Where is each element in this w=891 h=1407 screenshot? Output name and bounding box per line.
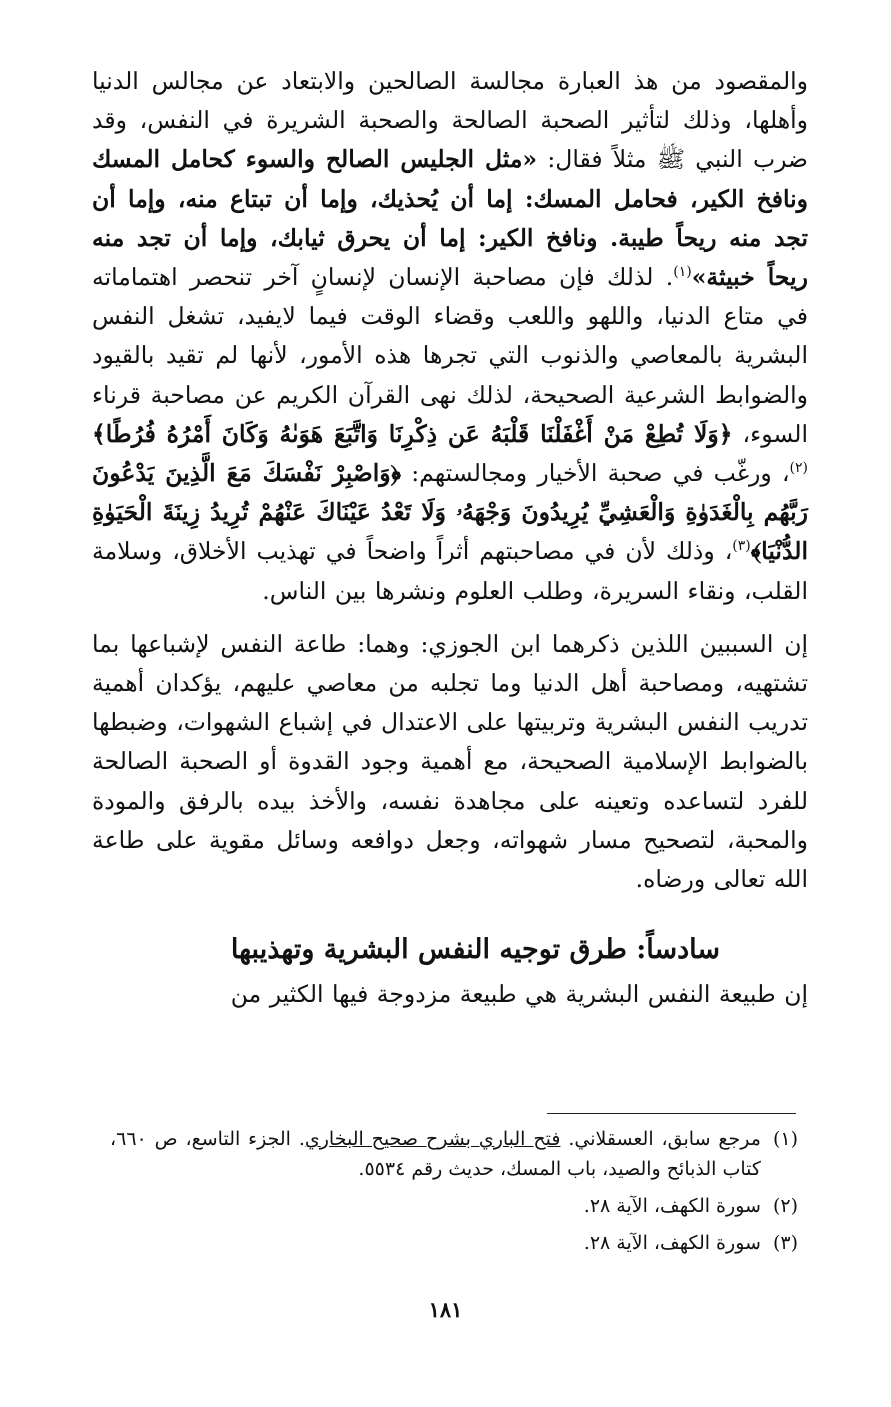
footnote-separator (547, 1113, 796, 1114)
footnote-3 (110, 1228, 798, 1258)
paragraph-2: إن السببين اللذين ذكرهما ابن الجوزي: وهما: طاعة النفس لإشباعها بما تشتهيه، ومصاحبة أهل الدنيا وما تجلبه من معاصي عليهم، يؤكدان أهمية تدريب النفس البشرية وتربيتها على الاعتدال في إشباع الشهوات، وضبطها بالضوابط الإسلامية الصحيحة، مع أهمية وجود القدوة أو الصحبة الصالحة للفرد لتساعده وتعينه على مجاهدة نفسه، والأخذ بيده بالرفق والمودة والمحبة، لتصحيح مسار شهواته، وجعل دوافعه وسائل مقوية على طاعة الله تعالى ورضاه. (92, 629, 808, 894)
footnote-2 (110, 1191, 798, 1221)
footnote-1-pre: مرجع سابق، العسقلاني. (560, 1128, 761, 1150)
footnote-number: (١) (772, 1128, 798, 1150)
footnote-1-book-title: فتح الباري بشرح صحيح البخاري (304, 1128, 561, 1150)
quran-verse-2: ﴿وَاصْبِرْ نَفْسَكَ مَعَ الَّذِينَ يَدْعُونَ رَبَّهُم بِالْغَدَوٰةِ وَالْعَشِيِّ يُرِيدُونَ وَجْهَهُۥ وَلَا تَعْدُ عَيْنَاكَ عَنْهُمْ تُرِيدُ زِينَةَ الْحَيَوٰةِ الدُّنْيَا﴾ (92, 459, 808, 566)
footnote-ref-3: (٣) (732, 538, 751, 555)
footnote-1-post: . الجزء التاسع، ص ٦٦٠، كتاب الذبائح والصيد، باب المسك، حديث رقم ٥٥٣٤. (110, 1128, 761, 1180)
quran-verse-1: ﴿وَلَا تُطِعْ مَنْ أَغْفَلْنَا قَلْبَهُ عَن ذِكْرِنَا وَاتَّبَعَ هَوَىٰهُ وَكَانَ أَمْرُهُ فُرُطًا﴾ (92, 419, 733, 448)
hadith-quote: «مثل الجليس الصالح والسوء كحامل المسك ونافخ الكير، فحامل المسك: إما أن يُحذيك، وإما أن تبتاع منه، وإما أن تجد منه ريحاً طيبة. ونافخ الكير: إما أن يحرق ثيابك، وإما أن تجد منه ريحاً خبيثة» (92, 145, 808, 292)
paragraph-1 (92, 62, 808, 611)
paragraph-1-text-c: ، ورغّب في صحبة الأخيار ومجالستهم: (401, 459, 790, 488)
paragraph-1-text-b: . لذلك فإن مصاحبة الإنسان لإنسانٍ آخر تنحصر اهتماماته في متاع الدنيا، واللهو واللعب وقضاء الوقت فيما لايفيد، تشغل النفس البشرية بالمعاصي والذنوب التي تجرها هذه الأمور، لأنها لم تقيد بالقيود والضوابط الشرعية الصحيحة، لذلك نهى القرآن الكريم عن مصاحبة قرناء السوء، (92, 263, 808, 448)
page-body (92, 62, 808, 1014)
footnote-ref-1: (١) (673, 264, 692, 281)
footnote-1 (110, 1124, 798, 1184)
section-heading: سادساً: طرق توجيه النفس البشرية وتهذيبها (230, 934, 720, 966)
footnote-number: (٣) (772, 1232, 798, 1254)
paragraph-1-text-a: والمقصود من هذ العبارة مجالسة الصالحين والابتعاد عن مجالس الدنيا وأهلها، وذلك لتأثير الصحبة الصالحة والصحبة الشريرة في النفس، وقد ضرب النبي ﷺ مثلاً فقال: (92, 67, 808, 174)
paragraph-3: إن طبيعة النفس البشرية هي طبيعة مزدوجة فيها الكثير من (230, 980, 808, 1009)
footnote-2-text: سورة الكهف، الآية ٢٨. (583, 1195, 761, 1217)
page-number: ١٨١ (428, 1297, 463, 1322)
paragraph-1-text-d: ، وذلك لأن في مصاحبتهم أثراً واضحاً في تهذيب الأخلاق، وسلامة القلب، ونقاء السريرة، وطلب العلوم ونشرها بين الناس. (92, 537, 808, 605)
footnote-number: (٢) (772, 1195, 798, 1217)
footnote-ref-2: (٢) (789, 460, 808, 477)
footnote-3-text: سورة الكهف، الآية ٢٨. (583, 1232, 761, 1254)
footnotes (110, 1124, 798, 1265)
